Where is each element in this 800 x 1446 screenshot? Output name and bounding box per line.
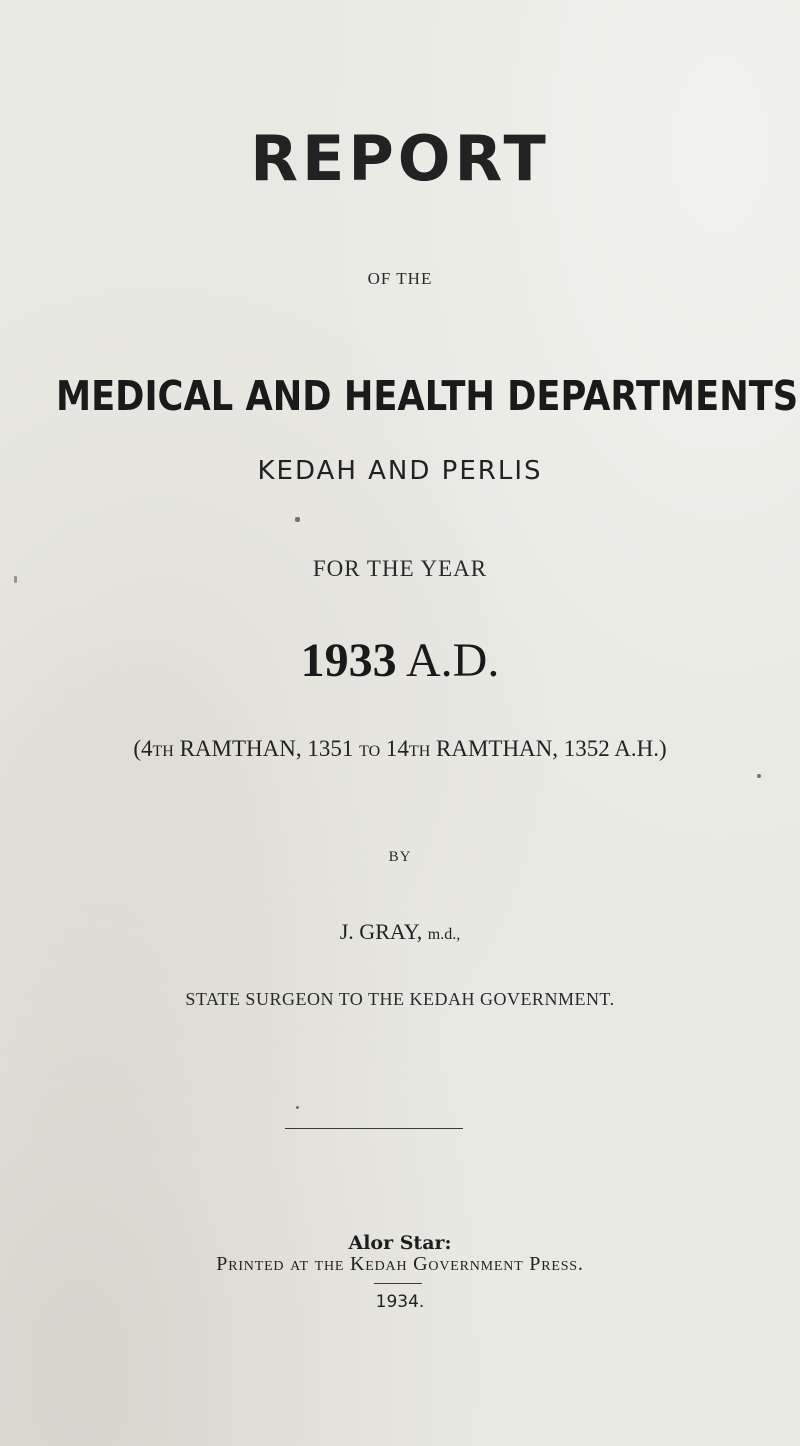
period-start-rest: RAMTHAN, 1351 [173,736,360,761]
ink-speck [296,1106,299,1109]
period-start-ordinal: 4th [141,736,174,761]
by-text: BY [388,849,412,865]
report-year [0,633,800,688]
year-number: 1933 [300,634,397,687]
ink-speck [757,774,761,778]
report-title: REPORT [250,122,550,195]
divider-rule [285,1128,463,1129]
author-degree: m.d., [427,926,461,943]
period-end-ordinal: 14th [380,736,431,761]
year-era: A.D. [406,634,500,687]
short-divider-rule [374,1283,422,1284]
for-the-year-text: FOR THE YEAR [312,556,488,581]
period-to: to [359,736,381,761]
print-year: 1934. [375,1292,425,1312]
region-heading: KEDAH AND PERLIS [257,456,543,486]
author-name: J. GRAY, [339,919,423,944]
press-location: Alor Star: [348,1232,452,1254]
departments-heading: MEDICAL AND HEALTH DEPARTMENTS [56,372,799,420]
hijri-period [0,736,800,762]
of-the-text: OF THE [367,269,433,288]
ink-speck [295,517,300,522]
author [0,919,800,945]
author-title: STATE SURGEON TO THE KEDAH GOVERNMENT. [185,989,615,1009]
period-end-rest: RAMTHAN, 1352 A.H.) [430,736,667,761]
printer-line: Printed at the Kedah Government Press. [216,1253,584,1275]
period-open: ( [133,736,142,761]
